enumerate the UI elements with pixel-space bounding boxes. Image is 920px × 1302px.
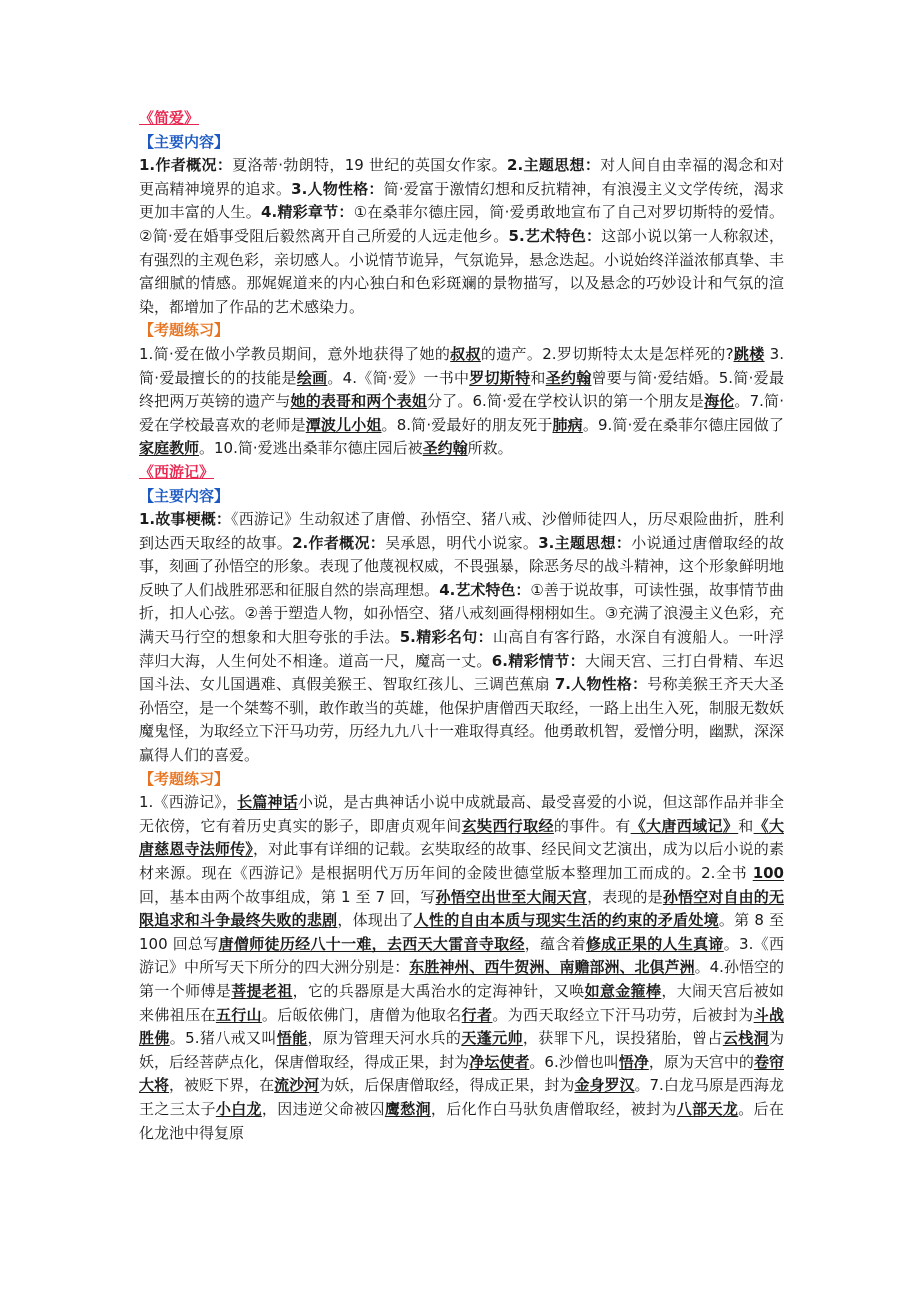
answer-text: 圣约翰 [422, 439, 468, 458]
field-label: 6.精彩情节： [491, 651, 585, 670]
journey-west-title: 《西游记》 [139, 462, 215, 481]
answer-text: 悟能 [276, 1029, 308, 1048]
body-text: 。后皈依佛门，唐僧为他取名 [261, 1005, 462, 1024]
answer-text: 100 [752, 864, 784, 882]
field-label: 4.精彩章节： [261, 203, 354, 222]
body-text: ，因违逆父命被囚 [261, 1099, 385, 1118]
body-text: 为妖，后经菩萨点化，保唐僧取经，得成正果，封为 [139, 1029, 784, 1071]
body-text: ，蕴含着 [524, 934, 586, 953]
body-text: 分了。6.简·爱在学校认识的第一个朋友是 [427, 392, 705, 411]
body-text: 简·爱富于激情幻想和反抗精神，有浪漫主义文学传统，渴求更加丰富的人生。 [139, 179, 784, 222]
answer-text: 斗战胜佛 [139, 1005, 784, 1048]
body-text: 的遗产。2.罗切斯特太太是怎样死的? [480, 344, 734, 363]
body-text: 《西游记》生动叙述了唐僧、孙悟空、猪八戒、沙僧师徒四人，历尽艰险曲折，胜利到达西天取经的故事。 [139, 510, 784, 552]
answer-text: 小白龙 [215, 1099, 262, 1118]
body-text: 吴承恩，明代小说家。 [385, 533, 539, 552]
body-text: 大闹天宫、三打白骨精、车迟国斗法、女儿国遇难、真假美猴王、智取红孩儿、三调芭蕉扇 [139, 651, 784, 694]
answer-text: 悟净 [618, 1052, 649, 1071]
answer-text: 东胜神州、西牛贺洲、南赡部洲、北俱芦洲 [409, 958, 695, 977]
answer-text: 如意金箍棒 [584, 981, 662, 1000]
answer-text: 罗切斯特 [469, 368, 531, 387]
body-text: 3.简·爱最擅长的的技能是 [139, 344, 784, 387]
body-text: ，后化作白马驮负唐僧取经，被封为 [430, 1099, 677, 1118]
jane-exam-practice-paragraph [139, 343, 784, 461]
body-text: 。9.简·爱在桑菲尔德庄园做了 [582, 415, 784, 434]
jane-main-content-paragraph [139, 154, 784, 319]
answer-text: 人性的自由本质与现实生活的约束的矛盾处境 [413, 911, 719, 930]
jane-eyre-section [139, 107, 784, 461]
body-text: ，获罪下凡，误投猪胎，曾占 [522, 1029, 723, 1048]
body-text: 所救。 [467, 439, 513, 458]
answer-text: 家庭教师 [139, 439, 200, 458]
body-text: 。第 8 至 100 回总写 [139, 911, 784, 953]
answer-text: 卷帘大将 [139, 1052, 784, 1095]
body-text: 为妖，后保唐僧取经，得成正果，封为 [319, 1076, 575, 1095]
field-label: 3.主题思想： [538, 533, 632, 552]
body-text: 。10.简·爱逃出桑菲尔德庄园后被 [199, 439, 423, 458]
answer-text: 五行山 [215, 1005, 262, 1024]
answer-text: 《大唐慈恩寺法师传》 [139, 816, 784, 859]
journey-west-section [139, 461, 784, 1145]
field-label: 5.艺术特色： [508, 226, 602, 245]
answer-text: 《大唐西域记》 [630, 816, 739, 835]
field-label: 5.精彩名句： [399, 628, 493, 647]
field-label: 7.人物性格： [554, 675, 648, 694]
answer-text: 跳楼 [733, 344, 765, 363]
field-label: 1.作者概况： [139, 156, 233, 175]
body-text: 。5.猪八戒又叫 [169, 1029, 277, 1048]
answer-text: 鹰愁涧 [384, 1099, 431, 1118]
answer-text: 云栈洞 [722, 1029, 769, 1048]
answer-text: 长篇神话 [237, 793, 298, 812]
answer-text: 她的表哥和两个表姐 [290, 392, 427, 411]
body-text: 。后在化龙池中得复原 [139, 1099, 784, 1142]
body-text: ，大闹天宫后被如来佛祖压在 [139, 981, 784, 1024]
answer-text: 净坛使者 [469, 1052, 530, 1071]
body-text: ①在桑菲尔德庄园，简·爱勇敢地宣布了自己对罗切斯特的爱情。②简·爱在婚事受阻后毅然离开自己所爱的人远走他乡。 [139, 203, 784, 245]
answer-text: 行者 [461, 1005, 493, 1024]
document-page [139, 107, 784, 1145]
journey-exam-practice-paragraph [139, 791, 784, 1145]
answer-text: 孙悟空对自由的无限追求和斗争最终失败的悲剧 [139, 887, 784, 930]
answer-text: 流沙河 [274, 1076, 320, 1095]
answer-text: 天蓬元帅 [461, 1029, 523, 1048]
body-text: 这部小说以第一人称叙述，有强烈的主观色彩，亲切感人。小说情节诡异，气氛诡异，悬念迭起。小说始终洋溢浓郁真挚、丰富细腻的情感。那娓娓道来的内心独白和色彩斑斓的景物描写，以及悬念的巧妙设计和气氛的渲染，都增加了作品的艺术感染力。 [139, 226, 785, 316]
body-text: 小说通过唐僧取经的故事，刻画了孙悟空的形象。表现了他蔑视权威，不畏强暴，除恶务尽的战斗精神，这个形象鲜明地反映了人们战胜邪恶和征服自然的崇高理想。 [139, 533, 785, 599]
body-text: 。3.《西游记》中所写天下所分的四大洲分别是： [139, 934, 784, 977]
body-text: 。7.白龙马原是西海龙王之三太子 [139, 1076, 784, 1118]
body-text: 。4.《简·爱》一书中 [327, 368, 470, 387]
body-text: 曾要与简·爱结婚。5.简·爱最终把两万英镑的遗产与 [139, 368, 784, 411]
jane-eyre-title: 《简爱》 [139, 109, 200, 127]
body-text: 的事件。有 [553, 816, 631, 835]
body-text: ，原为管理天河水兵的 [307, 1029, 462, 1048]
body-text: ，体现出了 [337, 911, 414, 930]
body-text: ，对此事有详细的记载。玄奘取经的故事、经民间文艺演出，成为以后小说的素材来源。现在《西游记》是根据明代万历年间的金陵世德堂版本整理加工而成的。2.全书 [139, 840, 784, 882]
answer-text: 菩提老祖 [231, 981, 293, 1000]
body-text: ①善于说故事，可读性强，故事情节曲折，扣人心弦。②善于塑造人物，如孙悟空、猪八戒刻画得栩栩如生。③充满了浪漫主义色彩，充满天马行空的想象和大胆夸张的手法。 [139, 580, 785, 647]
answer-text: 八部天龙 [676, 1099, 739, 1118]
body-text: 1.《西游记》， [139, 793, 238, 812]
answer-text: 叔叔 [450, 344, 481, 363]
answer-text: 圣约翰 [545, 368, 592, 387]
body-text: 夏洛蒂·勃朗特，19 世纪的英国女作家。 [232, 156, 508, 175]
journey-main-content-paragraph [139, 508, 784, 768]
answer-text: 孙悟空出世至大闹天宫 [435, 887, 588, 906]
answer-text: 绘画 [296, 368, 328, 387]
field-label: 4.艺术特色： [439, 580, 531, 599]
field-label: 2.主题思想： [507, 156, 601, 175]
body-text: 对人间自由幸福的渴念和对更高精神境界的追求。 [139, 156, 784, 198]
body-text: ，它的兵器原是大禹治水的定海神针，又唤 [292, 981, 585, 1000]
answer-text: 海伦 [704, 392, 735, 411]
field-label: 3.人物性格： [291, 179, 384, 198]
journey-main-content-header: 【主要内容】 [139, 486, 230, 505]
body-text: ，被贬下界，在 [169, 1076, 275, 1095]
answer-text: 唐僧师徒历经八十一难，去西天大雷音寺取经 [218, 934, 525, 953]
body-text: 。7.简·爱在学校最喜欢的老师是 [139, 392, 784, 434]
body-text: 。4.孙悟空的第一个师傅是 [139, 958, 784, 1000]
body-text: 和 [530, 368, 546, 387]
body-text: 和 [738, 816, 754, 835]
answer-text: 肺病 [552, 415, 583, 434]
answer-text: 金身罗汉 [574, 1076, 635, 1095]
field-label: 1.故事梗概： [139, 510, 232, 529]
body-text: 回，基本由两个故事组成，第 1 至 7 回，写 [139, 887, 436, 906]
body-text: 。6.沙僧也叫 [529, 1052, 619, 1071]
jane-main-content-header: 【主要内容】 [139, 132, 230, 151]
body-text: 。为西天取经立下汗马功劳，后被封为 [492, 1005, 754, 1024]
answer-text: 修成正果的人生真谛 [585, 934, 724, 953]
jane-exam-practice-header: 【考题练习】 [139, 321, 230, 340]
body-text: 号称美猴王齐天大圣孙悟空，是一个桀骜不驯，敢作敢当的英雄，他保护唐僧西天取经，一路上出生入死，制服无数妖魔鬼怪，为取经立下汗马功劳，历经九九八十一难取得真经。他勇敢机智，爱憎分明，幽默，深深赢得人们的喜爱。 [139, 675, 785, 765]
body-text: ，表现的是 [587, 887, 663, 906]
body-text: 。8.简·爱最好的朋友死于 [381, 415, 553, 434]
body-text: ，原为天宫中的 [648, 1052, 754, 1071]
body-text: 1.简·爱在做小学教员期间，意外地获得了她的 [139, 344, 451, 363]
body-text: 小说，是古典神话小说中成就最高、最受喜爱的小说，但这部作品并非全无依傍，它有着历史真实的影子，即唐贞观年间 [139, 793, 784, 835]
answer-text: 潭波儿小姐 [305, 415, 382, 434]
journey-exam-practice-header: 【考题练习】 [139, 769, 230, 788]
field-label: 2.作者概况： [292, 533, 386, 552]
body-text: 山高自有客行路，水深自有渡船人。一叶浮萍归大海，人生何处不相逢。道高一尺，魔高一丈。 [139, 628, 784, 670]
answer-text: 玄奘西行取经 [461, 816, 554, 835]
